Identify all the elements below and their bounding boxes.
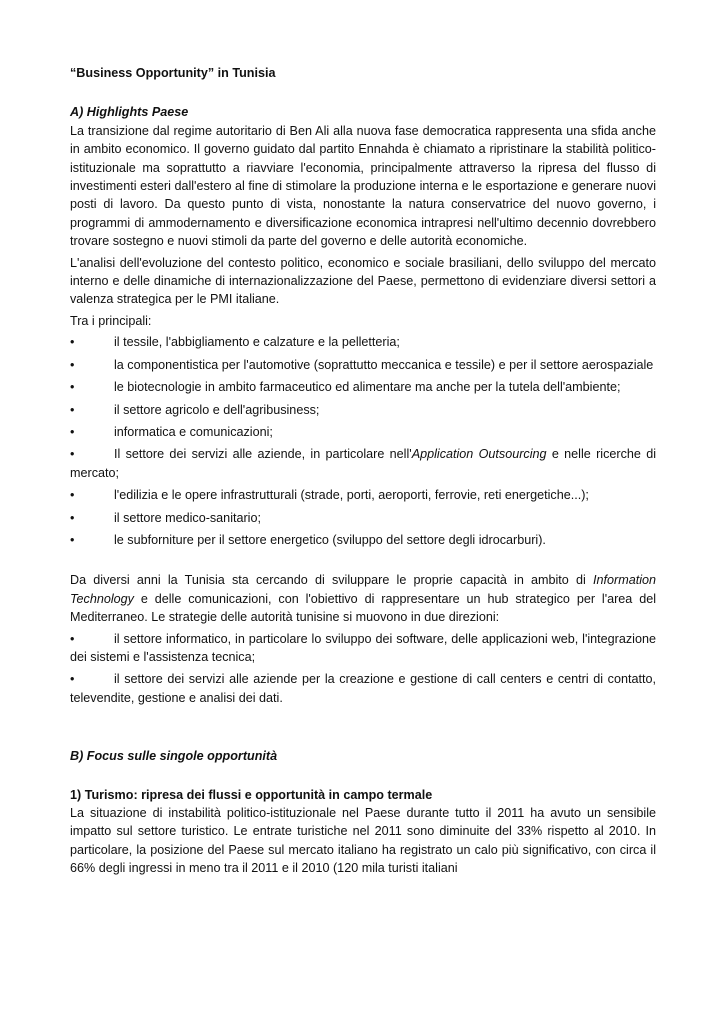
list-item (70, 630, 656, 667)
document-title: “Business Opportunity” in Tunisia (70, 66, 276, 80)
bullet-icon: • (70, 357, 75, 372)
bullet-icon: • (70, 532, 75, 547)
section-a-paragraph-3: Tra i principali: (70, 313, 152, 328)
bullet-icon: • (70, 672, 75, 687)
section-b-heading: B) Focus sulle singole opportunità (70, 749, 278, 764)
bullet-icon: • (70, 402, 75, 417)
list-item-emphasis: Application Outsourcing (411, 447, 547, 462)
list-item (70, 356, 656, 374)
list-item (70, 531, 656, 549)
list-item (70, 670, 656, 707)
list-item-text: Il settore dei servizi alle aziende, in particolare nell' (114, 447, 412, 462)
list-item (70, 333, 656, 351)
list-item (70, 509, 656, 527)
list-item-text: informatica e comunicazioni; (114, 424, 273, 439)
list-item-text: il settore dei servizi alle aziende per la creazione e gestione di call centers e centri di contatto, televendite, gestione e analisi dei dati. (70, 672, 656, 705)
section-a-paragraph-4 (70, 571, 656, 626)
paragraph-emphasis: Information Technology (70, 573, 656, 606)
list-item-text: le subforniture per il settore energetico (sviluppo del settore degli idrocarburi). (114, 532, 546, 547)
list-item-text: e nelle ricerche di mercato; (70, 447, 657, 480)
bullet-icon: • (70, 488, 75, 503)
list-item-text: le biotecnologie in ambito farmaceutico ed alimentare ma anche per la tutela dell'ambiente; (114, 380, 621, 395)
section-a-paragraph-2: L'analisi dell'evoluzione del contesto politico, economico e sociale brasiliani, dello sviluppo del mercato interno e delle dinamiche di internazionalizzazione del Paese, permettono di evidenziare diversi settori a valenza strategica per le PMI italiane. (70, 255, 656, 307)
list-item (70, 378, 656, 396)
section-a-paragraph-1: La transizione dal regime autoritario di Ben Ali alla nuova fase democratica rappresenta una sfida anche in ambito economico. Il governo guidato dal partito Ennahda è chiamato a ripristinare la stabilità politico-istituzionale ma soprattutto a riavviare l'economia, principalmente attraverso la ripresa del flusso di investimenti esteri dall'estero al fine di stimolare la produzione interna e le esportazione e generare nuovi posti di lavoro. Da questo punto di vista, nonostante la natura conservatrice del nuovo governo, i programmi di ammodernamento e diversificazione economica intrapresi nell'ultimo decennio dovrebbero trovare sostegno e nuovi stimoli da parte del governo e delle autorità economiche. (70, 123, 656, 249)
document-page (70, 64, 656, 881)
list-item (70, 445, 656, 482)
paragraph-text: e delle comunicazioni, con l'obiettivo di rappresentare un hub strategico per l'area del Mediterraneo. Le strategie delle autorità tunisine si muovono in due direzioni: (70, 591, 656, 625)
list-item-text: il settore medico-sanitario; (114, 510, 261, 525)
it-directions-list (70, 630, 656, 708)
bullet-icon: • (70, 447, 75, 462)
bullet-icon: • (70, 510, 75, 525)
list-item-text: la componentistica per l'automotive (soprattutto meccanica e tessile) e per il settore aerospaziale (114, 357, 654, 372)
list-item-text: il settore informatico, in particolare lo sviluppo dei software, delle applicazioni web, l'integrazione dei sistemi e l'assistenza tecnica; (70, 631, 656, 664)
bullet-icon: • (70, 335, 75, 350)
bullet-icon: • (70, 380, 75, 395)
paragraph-text: Da diversi anni la Tunisia sta cercando di sviluppare le proprie capacità in ambito di (70, 573, 593, 588)
sectors-list (70, 333, 656, 549)
list-item-text: l'edilizia e le opere infrastrutturali (strade, porti, aeroporti, ferrovie, reti energetiche...); (114, 488, 589, 503)
subsection-1-heading: 1) Turismo: ripresa dei flussi e opportunità in campo termale (70, 787, 433, 802)
list-item (70, 423, 656, 441)
list-item-text: il tessile, l'abbigliamento e calzature e la pelletteria; (114, 335, 400, 350)
bullet-icon: • (70, 631, 75, 646)
list-item (70, 486, 656, 504)
list-item (70, 401, 656, 419)
list-item-text: il settore agricolo e dell'agribusiness; (114, 402, 320, 417)
bullet-icon: • (70, 424, 75, 439)
subsection-1-paragraph: La situazione di instabilità politico-istituzionale nel Paese durante tutto il 2011 ha avuto un sensibile impatto sul settore turistico. Le entrate turistiche nel 2011 sono diminuite del 33% rispetto al 2010. In particolare, la posizione del Paese sul mercato italiano ha registrato un calo più significativo, con circa il 66% degli ingressi in meno tra il 2011 e il 2010 (120 mila turisti italiani (70, 806, 656, 876)
section-a-heading: A) Highlights Paese (70, 105, 189, 120)
